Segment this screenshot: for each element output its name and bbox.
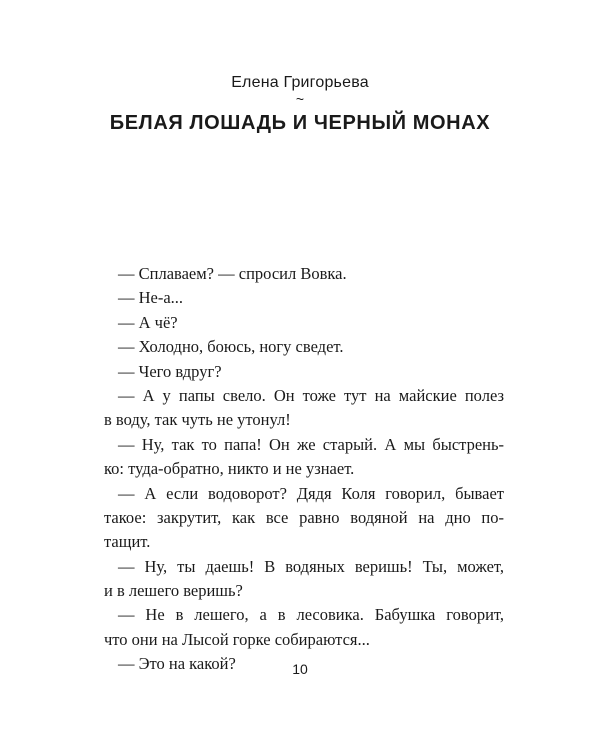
text-line: тащит. (104, 532, 151, 552)
text-line: — Ну, так то папа! Он же старый. А мы быстрень- (118, 434, 504, 454)
text-line: — Чего вдруг? (118, 361, 222, 381)
text-line: — Сплаваем? — спросил Вовка. (118, 264, 347, 283)
text-line: что они на Лысой горке собираются... (104, 629, 370, 649)
text-line: — А у папы свело. Он тоже тут на майские полез (118, 385, 504, 405)
text-line: — Холодно, боюсь, ногу сведет. (118, 337, 344, 357)
text-line: — Ну, ты даешь! В водяных веришь! Ты, может, (118, 556, 504, 576)
text-line: — А чё? (118, 312, 178, 332)
book-title: БЕЛАЯ ЛОШАДЬ И ЧЕРНЫЙ МОНАХ (109, 112, 491, 134)
author-name: Елена Григорьева (231, 74, 369, 91)
text-line: — Это на какой? (118, 654, 236, 674)
text-line: и в лешего веришь? (104, 581, 243, 601)
separator-ornament: ~ (295, 91, 305, 107)
text-line: — Не в лешего, а в лесовика. Бабушка говорит, (118, 605, 504, 625)
text-line: такое: закрутит, как все равно водяной на дно по- (104, 507, 504, 527)
text-line: — Не-а... (118, 288, 184, 308)
page-number: 10 (292, 661, 308, 677)
text-body (104, 262, 504, 677)
text-line: в воду, так чуть не утонул! (104, 410, 291, 430)
text-line: — А если водоворот? Дядя Коля говорил, бывает (118, 483, 504, 503)
text-line: ко: туда-обратно, никто и не узнает. (104, 459, 355, 479)
